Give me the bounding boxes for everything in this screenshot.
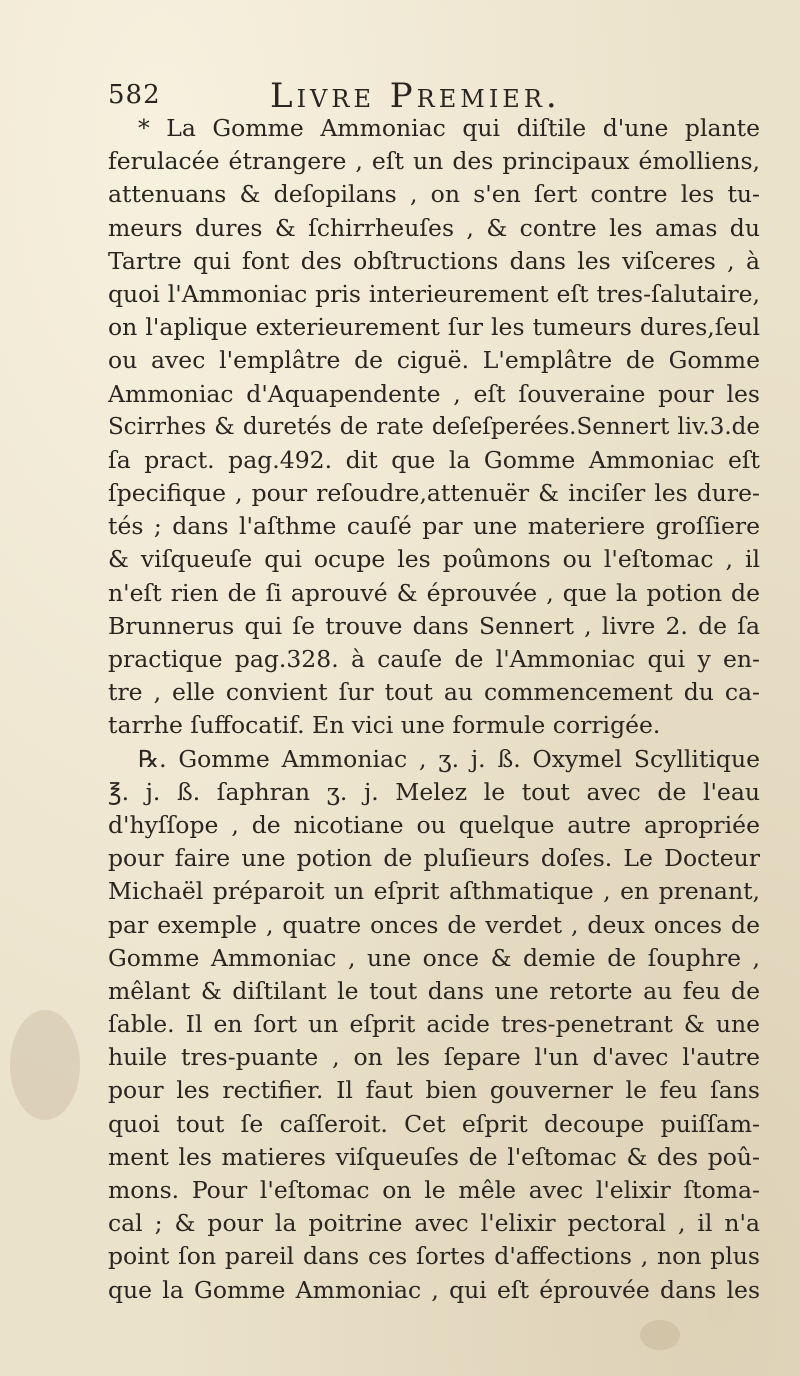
text-line: ℞. Gomme Ammoniac , ʒ. j. ß. Oxymel Scyllitique [138,744,760,773]
page-number: 582 [108,80,161,110]
text-line: que la Gomme Ammoniac , qui eſt éprouvée dans les [108,1275,760,1304]
text-line: ſpecifique , pour reſoudre,attenuër & inciſer les dure- [108,479,760,508]
text-line: ℥. j. ß. ſaphran ʒ. j. Melez le tout avec de l'eau [108,777,760,806]
text-line: ferulacée étrangere , eſt un des principaux émolliens, [108,147,760,176]
text-line: & viſqueuſe qui ocupe les poûmons ou l'eſtomac , il [108,545,760,574]
text-line: quoi tout ſe caſſeroit. Cet eſprit decoupe puiſſam- [108,1109,760,1138]
text-line: point ſon pareil dans ces ſortes d'affections , non plus [108,1242,760,1271]
text-line: ſable. Il en ſort un eſprit acide tres-penetrant & une [108,1010,760,1039]
text-line: practique pag.328. à cauſe de l'Ammoniac qui y en- [108,645,760,673]
text-line: attenuans & deſopilans , on s'en ſert contre les tu- [108,180,760,209]
text-line: tarrhe ſuffocatif. En vici une formule corrigée. [108,711,661,740]
text-line: ſa pract. pag.492. dit que la Gomme Ammoniac eſt [108,445,760,474]
text-line: huile tres-puante , on les ſepare l'un d'avec l'autre [108,1043,760,1072]
text-line: ment les matieres viſqueuſes de l'eſtomac & des poû- [108,1142,760,1171]
text-line: ou avec l'emplâtre de ciguë. L'emplâtre de Gomme [108,346,760,375]
paper-stain [10,1010,80,1120]
text-line: on l'aplique exterieurement ſur les tumeurs dures,ſeul [108,313,760,342]
text-line: meurs dures & ſchirrheuſes , & contre les amas du [108,213,760,242]
text-line: n'eſt rien de ſi aprouvé & éprouvée , que la potion de [108,578,760,607]
text-line: tre , elle convient ſur tout au commencement du ca- [108,678,760,707]
text-line: pour faire une potion de pluſieurs doſes. Le Docteur [108,844,760,873]
body-text [108,112,760,1307]
text-line: tés ; dans l'aſthme cauſé par une materiere groſſiere [108,512,760,541]
text-line: pour les rectifier. Il faut bien gouverner le feu ſans [108,1076,760,1105]
text-line: quoi l'Ammoniac pris interieurement eſt tres-ſalutaire, [108,279,760,308]
text-line: Ammoniac d'Aquapendente , eſt ſouveraine pour les [108,379,760,408]
text-line: Michaël préparoit un eſprit aſthmatique , en prenant, [108,877,760,906]
text-line: Scirrhes & duretés de rate deſeſperées.Sennert liv.3.de [108,413,760,440]
text-line: mons. Pour l'eſtomac on le mêle avec l'elixir ſtoma- [108,1176,760,1204]
text-line: par exemple , quatre onces de verdet , deux onces de [108,910,760,939]
text-line: mêlant & diſtilant le tout dans une retorte au feu de [108,976,760,1005]
text-line: Brunnerus qui ſe trouve dans Sennert , livre 2. de ſa [108,611,760,640]
text-line: Tartre qui font des obſtructions dans les viſceres , à [108,246,760,275]
text-line: cal ; & pour la poitrine avec l'elixir pectoral , il n'a [108,1209,760,1238]
paper-stain [640,1320,680,1350]
text-line: d'hyſſope , de nicotiane ou quelque autre apropriée [108,810,760,839]
text-line: * La Gomme Ammoniac qui diſtile d'une plante [138,114,760,142]
running-head: Livre Premier. [270,76,561,116]
text-line: Gomme Ammoniac , une once & demie de ſouphre , [108,943,760,972]
